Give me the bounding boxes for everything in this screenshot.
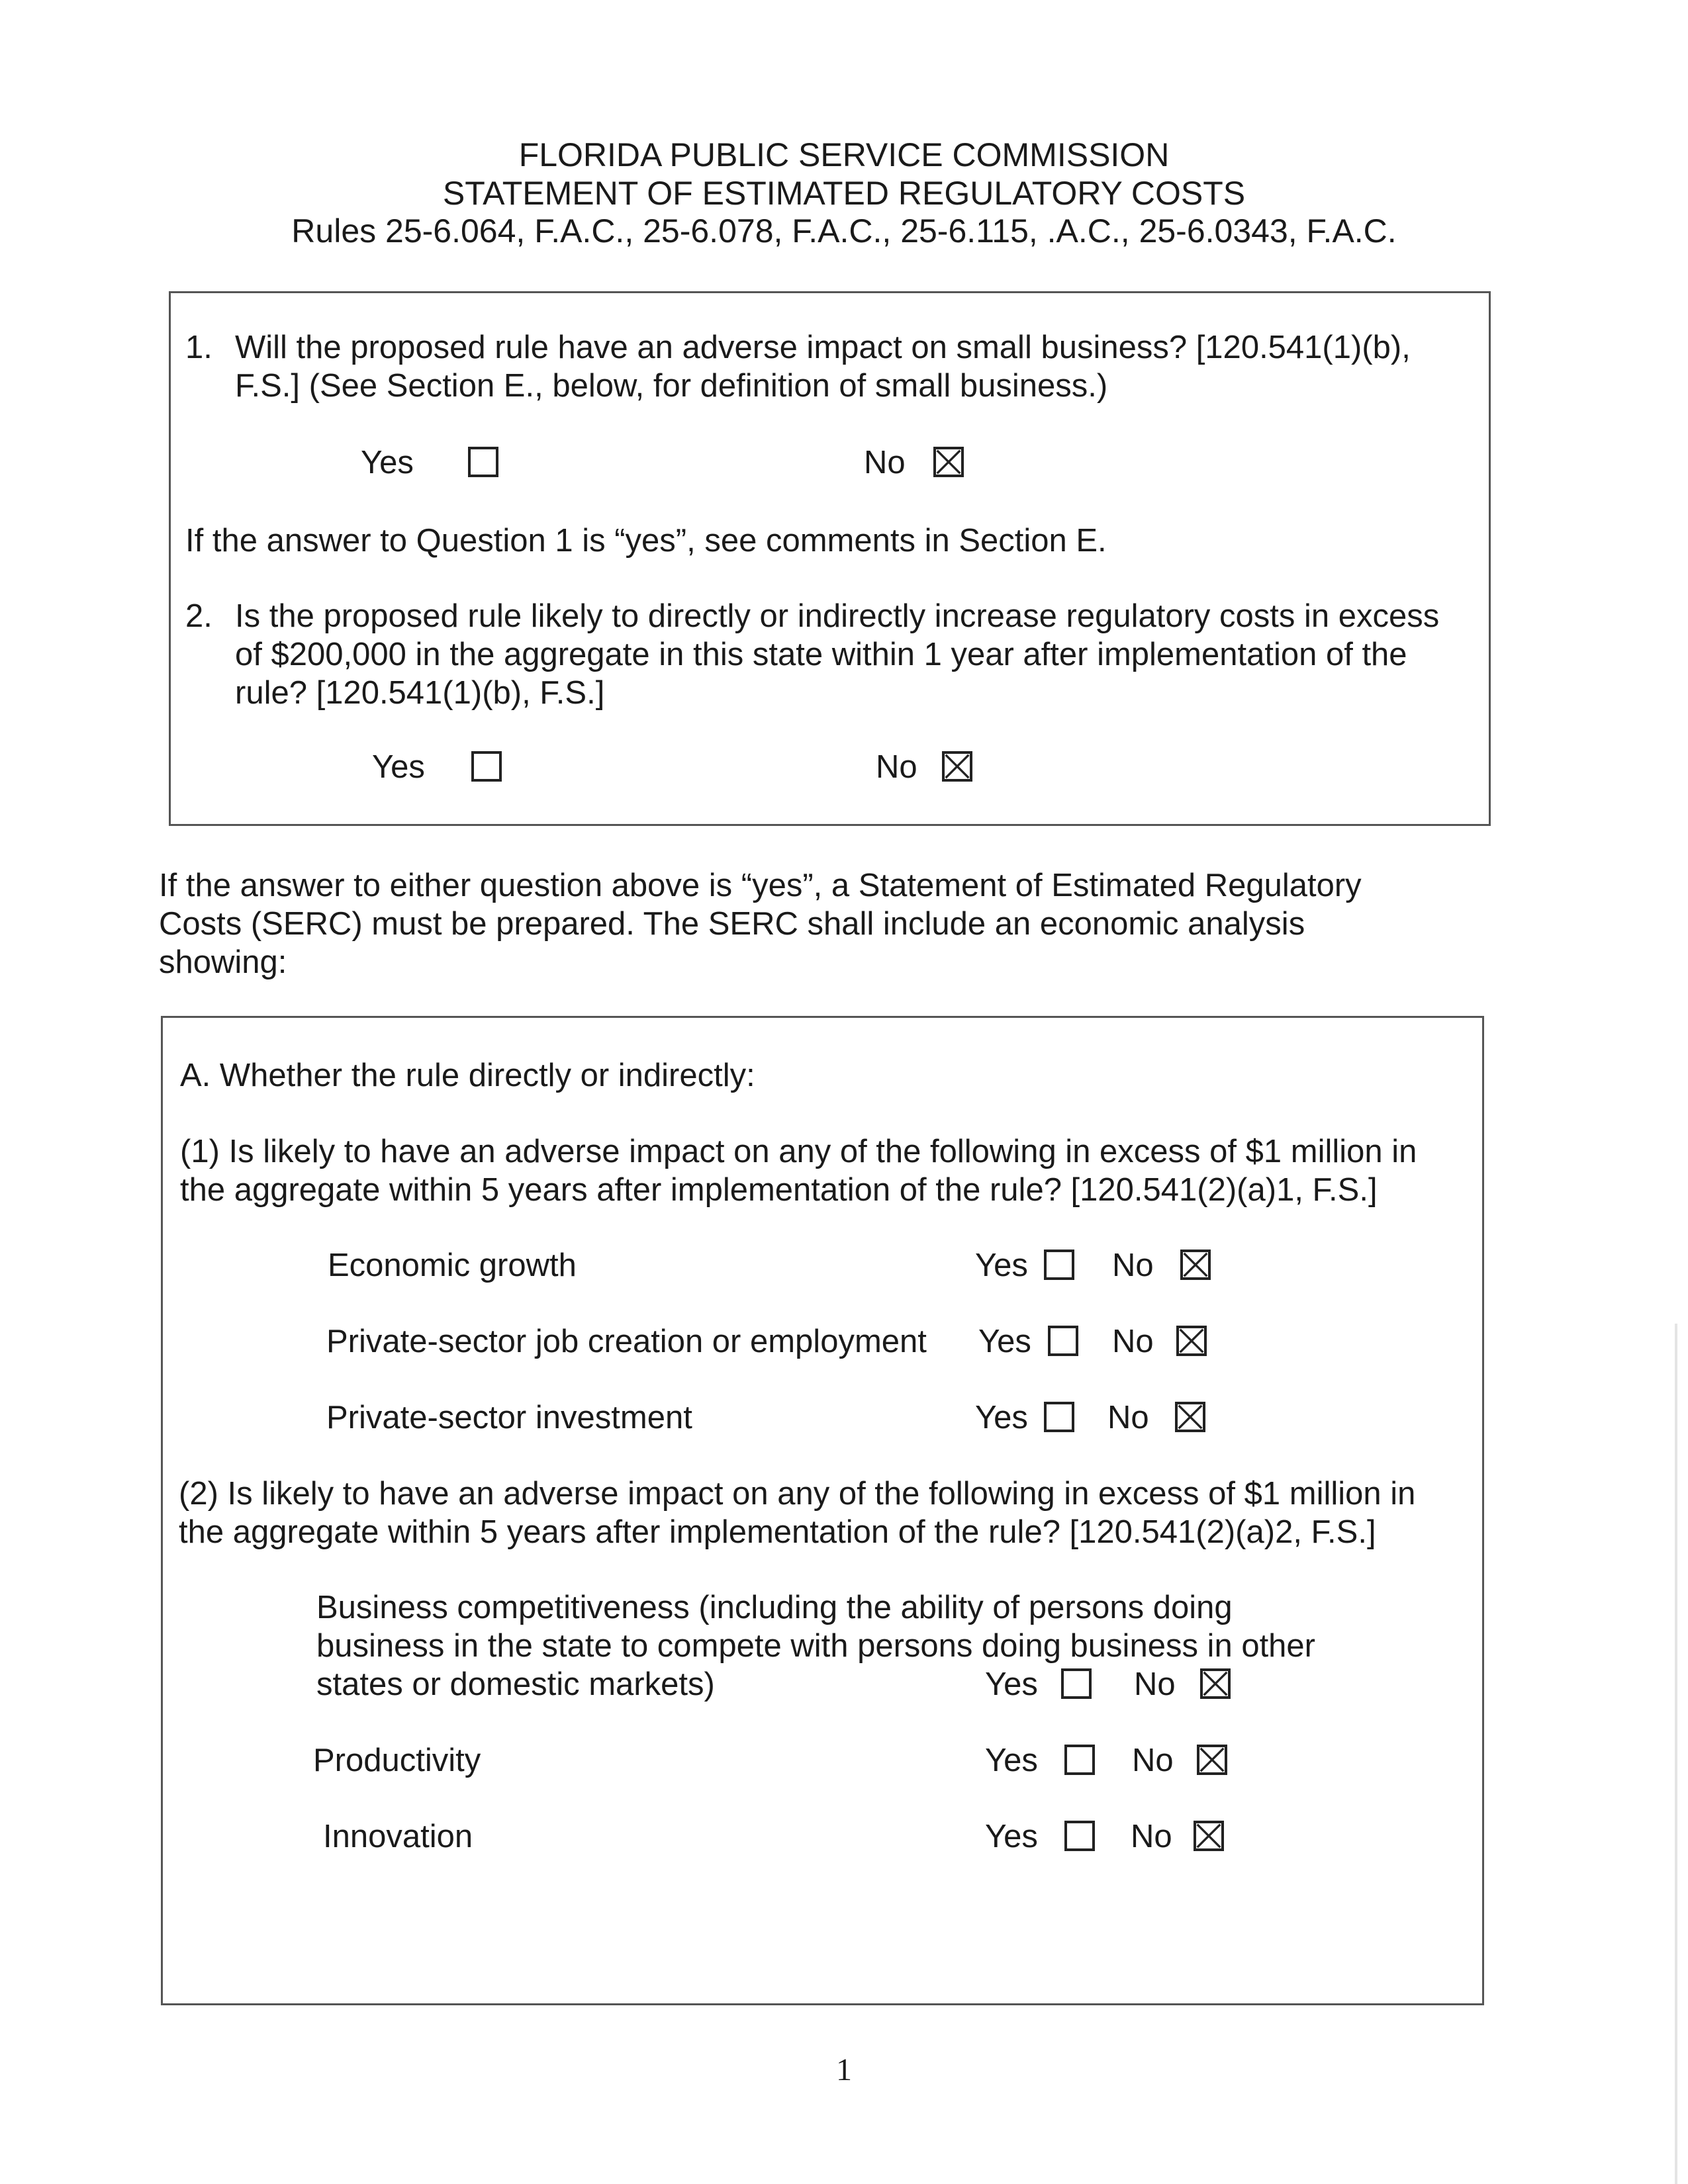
scan-edge-line xyxy=(1675,1324,1677,2184)
part2-line-1: (2) Is likely to have an adverse impact on any of the following in excess of $1 million in xyxy=(179,1476,1416,1512)
part2-item-2-yes-checkbox[interactable] xyxy=(1064,1821,1095,1851)
part2-item-competitiveness-line-2: business in the state to compete with persons doing business in other xyxy=(316,1628,1315,1664)
part1-item-0-no-checkbox[interactable] xyxy=(1180,1250,1211,1280)
part2-item-1-no-checkbox[interactable] xyxy=(1197,1745,1227,1775)
part1-item-investment: Private-sector investment xyxy=(326,1400,692,1435)
intro-line-3: showing: xyxy=(159,944,287,980)
part1-item-job-creation: Private-sector job creation or employment xyxy=(326,1324,927,1359)
part2-item-productivity: Productivity xyxy=(313,1743,481,1778)
part2-item-2-no-label: No xyxy=(1131,1819,1172,1854)
q2-text-line-1: Is the proposed rule likely to directly or indirectly increase regulatory costs in excess xyxy=(235,598,1440,634)
header-line-1: FLORIDA PUBLIC SERVICE COMMISSION xyxy=(518,136,1170,173)
part1-item-2-no-checkbox[interactable] xyxy=(1175,1402,1205,1432)
q2-text-line-3: rule? [120.541(1)(b), F.S.] xyxy=(235,675,605,711)
q1-no-label: No xyxy=(864,445,906,480)
q2-no-checkbox[interactable] xyxy=(942,751,972,782)
q1-text-line-1: Will the proposed rule have an adverse impact on small business? [120.541(1)(b), xyxy=(235,330,1411,365)
q1-number: 1. xyxy=(185,330,212,365)
part2-item-0-yes-checkbox[interactable] xyxy=(1061,1668,1092,1699)
q1-text-line-2: F.S.] (See Section E., below, for definition of small business.) xyxy=(235,368,1108,404)
part2-item-innovation: Innovation xyxy=(323,1819,473,1854)
part2-line-2: the aggregate within 5 years after implementation of the rule? [120.541(2)(a)2, F.S.] xyxy=(179,1514,1376,1550)
part1-item-2-yes-checkbox[interactable] xyxy=(1044,1402,1074,1432)
part1-item-economic-growth: Economic growth xyxy=(328,1248,577,1283)
q2-yes-label: Yes xyxy=(372,749,425,785)
part2-item-competitiveness-line-3: states or domestic markets) xyxy=(316,1666,715,1702)
part1-item-0-no-label: No xyxy=(1112,1248,1154,1283)
part1-item-1-yes-checkbox[interactable] xyxy=(1048,1326,1078,1356)
part2-item-0-yes-label: Yes xyxy=(985,1666,1038,1702)
part1-item-0-yes-label: Yes xyxy=(975,1248,1028,1283)
part2-item-2-no-checkbox[interactable] xyxy=(1194,1821,1224,1851)
part2-item-1-no-label: No xyxy=(1132,1743,1174,1778)
q1-no-checkbox[interactable] xyxy=(933,447,964,477)
part1-line-1: (1) Is likely to have an adverse impact on any of the following in excess of $1 million in xyxy=(180,1134,1417,1169)
header-line-3: Rules 25-6.064, F.A.C., 25-6.078, F.A.C., 25-6.115, .A.C., 25-6.0343, F.A.C. xyxy=(291,212,1397,250)
part1-item-1-yes-label: Yes xyxy=(978,1324,1031,1359)
section-a-title: A. Whether the rule directly or indirectly: xyxy=(180,1058,755,1093)
part1-item-2-no-label: No xyxy=(1107,1400,1149,1435)
page-number: 1 xyxy=(836,2052,852,2087)
q1-note: If the answer to Question 1 is “yes”, see comments in Section E. xyxy=(185,523,1107,559)
q2-number: 2. xyxy=(185,598,212,634)
q1-yes-checkbox[interactable] xyxy=(468,447,498,477)
intro-line-1: If the answer to either question above is “yes”, a Statement of Estimated Regulatory xyxy=(159,868,1362,903)
q1-yes-label: Yes xyxy=(361,445,414,480)
part1-item-1-no-checkbox[interactable] xyxy=(1176,1326,1207,1356)
q2-yes-checkbox[interactable] xyxy=(471,751,502,782)
part1-item-2-yes-label: Yes xyxy=(975,1400,1028,1435)
q2-text-line-2: of $200,000 in the aggregate in this state within 1 year after implementation of the xyxy=(235,637,1407,672)
part1-item-1-no-label: No xyxy=(1112,1324,1154,1359)
part2-item-1-yes-checkbox[interactable] xyxy=(1064,1745,1095,1775)
part2-item-1-yes-label: Yes xyxy=(985,1743,1038,1778)
part1-item-0-yes-checkbox[interactable] xyxy=(1044,1250,1074,1280)
part2-item-2-yes-label: Yes xyxy=(985,1819,1038,1854)
part2-item-0-no-checkbox[interactable] xyxy=(1200,1668,1231,1699)
header-line-2: STATEMENT OF ESTIMATED REGULATORY COSTS xyxy=(442,175,1246,212)
part2-item-0-no-label: No xyxy=(1134,1666,1176,1702)
intro-line-2: Costs (SERC) must be prepared. The SERC shall include an economic analysis xyxy=(159,906,1305,942)
part2-item-competitiveness-line-1: Business competitiveness (including the ability of persons doing xyxy=(316,1590,1233,1625)
part1-line-2: the aggregate within 5 years after implementation of the rule? [120.541(2)(a)1, F.S.] xyxy=(180,1172,1378,1208)
q2-no-label: No xyxy=(876,749,917,785)
